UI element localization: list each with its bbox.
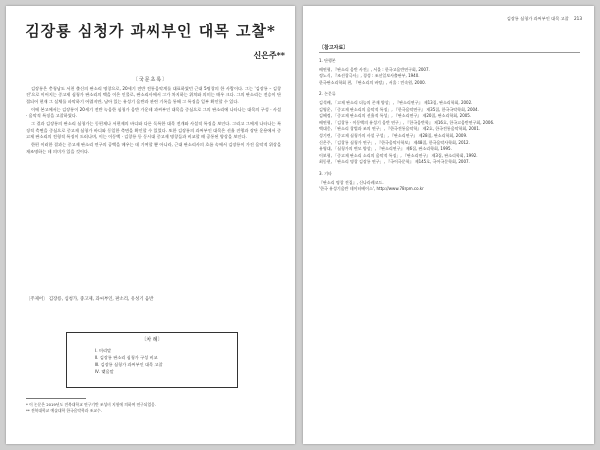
abstract-paragraph: 김장룡은 충청남도 서천 출신의 판소리 명창으로, 20세기 전반 전통음악계를 대표하였던 근대 5명창의 한 사람이다. 그는 '김장룡 – 김창진'으로 이어지는 중고제 심청가 판소리의 맥을 이은 인물로, 판소리사에서 그가 차지하는 위치와 의미는 매우 크다. 그의 판소리는 전승이 단절되어 현재 그 실체를 파악하기 어렵지만, 남아 있는 유성기 음반과 관련 기록을 통해 그 특징을 일부 확인할 수 있다.: [26, 86, 281, 104]
abstract: [26, 86, 281, 157]
abstract-heading: 〔국문초록〕: [132, 77, 169, 83]
author-name: 신은주**: [253, 50, 285, 60]
toc-item: Ⅰ. 머리말: [95, 348, 112, 353]
references: [319, 58, 582, 198]
ref-group-title: 1. 단행본: [319, 58, 336, 63]
abstract-paragraph: 그 결과 김장룡의 판소리 심청가는 동편제나 서편제의 바디와 다른 독특한 대목 전개와 사설적 특징을 보인다. 그리고 그에게 나타나는 특징적 측면을 중심으로 중고제 심청가 바디와 동일한 측면을 확인할 수 있었다. 또한 김장룡의 과씨부인 대목은 선율 진행과 장단 운용에서 중고제 판소리의 전형적 특징이 드러나며, 이는 이동백 · 김창룡 등 동시대 중고제 명창들과 비교할 때 공통된 양상을 보인다.: [26, 121, 281, 140]
references-divider: [319, 52, 580, 53]
reference-entry: '한국 유성기음반 데이터베이스', http://www.78rpm.co.kr: [319, 186, 424, 192]
ref-group: [319, 171, 582, 193]
abstract-paragraph: 한편 이러한 결과는 중고제 판소리 연구의 공백을 메우는 데 기여할 뿐 아니라, 근대 판소리사의 흐름 속에서 김장룡이 가진 음악적 위상을 재조명하는 데 의미가 있을 것이다.: [26, 142, 281, 154]
footnotes: [26, 402, 281, 414]
reference-entry: 최동현, 「판소리 명창 김장룡 연구」, 『국어국문학』 제145호, 국어국문학회, 2007.: [319, 159, 470, 165]
reference-entry: 성기련, 「중고제 심청가의 사설 구성」, 『판소리연구』 제28집, 판소리학회, 2009.: [319, 132, 468, 138]
reference-entry: 배연형, 「김창룡 · 이동백의 유성기 음반 연구」, 『한국음반학』 제16호, 한국고음반연구회, 2006.: [319, 119, 495, 125]
running-head: [507, 16, 582, 22]
reference-entry: 백대웅, 「판소리 창법과 조의 연구」, 『한국전통음악학』 제2호, 한국전통음악학회, 2001.: [319, 126, 481, 132]
page-number: 213: [574, 16, 582, 21]
ref-group: [319, 58, 582, 86]
toc-title: 〔차 례〕: [141, 337, 163, 343]
keywords-label: 〔주제어〕: [26, 297, 48, 302]
ref-group-title: 3. 기타: [319, 170, 332, 176]
footnote: * 이 논문은 2019년도 전북대학교 연구기반 조성비 지원에 의하여 연구되었음.: [26, 402, 156, 407]
toc-list: [95, 347, 237, 375]
reference-entry: 이보형, 「중고제 판소리 소리의 음악적 특징」, 『판소리연구』 제3집, 판소리학회, 1992.: [319, 152, 478, 158]
table-of-contents: [66, 332, 238, 388]
reference-entry: 김혜정, 「중고제 판소리의 선율적 특성」, 『판소리연구』 제20집, 판소리학회, 2005.: [319, 113, 472, 119]
keywords-text: 김장룡, 심청가, 중고제, 과씨부인, 판소리, 유성기 음반: [48, 297, 154, 302]
reference-entry: 신은주, 「김창룡 심청가 연구」, 『한국음악사학보』 제48집, 한국음악사학회, 2012.: [319, 139, 470, 145]
footnote-divider: [26, 398, 86, 399]
reference-entry: 정노식, 『조선창극사』, 경성 : 조선일보사출판부, 1940.: [319, 73, 420, 79]
ref-group: [319, 91, 582, 166]
toc-item: Ⅲ. 김장룡 심청가 과씨부인 대목 고찰: [95, 362, 163, 367]
toc-item: Ⅳ. 맺음말: [95, 369, 114, 374]
article-title: 김장룡 심청가 과씨부인 대목 고찰*: [25, 22, 276, 40]
reference-entry: 『판소리 명창 전집』, 신나라레코드.: [319, 179, 384, 185]
right-page: [303, 6, 594, 444]
reference-entry: 김영운, 「중고제 판소리의 음악적 특징」, 『한국음악연구』 제35집, 한국국악학회, 2004.: [319, 106, 479, 112]
toc-item: Ⅱ. 김장룡 판소리 심청가 구성 비교: [95, 355, 158, 360]
left-page: [6, 6, 295, 444]
references-heading: 〔참고자료〕: [319, 45, 349, 51]
ref-group-title: 2. 논문류: [319, 91, 336, 97]
running-head-title: 김장룡 심청가 과씨부인 대목 고찰: [506, 16, 569, 21]
reference-entry: 배연형, 『판소리 음반 사전』, 서울 : 한국고음반연구회, 2007.: [319, 66, 430, 72]
footnote: ** 전북대학교 예술대학 한국음악학과 조교수.: [26, 408, 102, 413]
abstract-paragraph: 이에 본고에서는 김장룡이 20세기 전반 녹음한 심청가 음반 가운데 과씨부인 대목을 중심으로 그의 판소리에 나타나는 대목의 구성 · 사설 · 음악적 특징을 고찰하였다.: [26, 106, 281, 119]
reference-entry: 김석배, 「고제 판소리 더늠의 존재 양상」, 『판소리연구』 제13집, 판소리학회, 2002.: [319, 99, 473, 105]
reference-entry: 한국판소리학회 편, 『판소리의 바탕』, 서울 : 민속원, 2000.: [319, 79, 426, 85]
reference-entry: 유영대, 「심청가의 변모 양상」, 『판소리연구』 제6집, 판소리학회, 1995.: [319, 146, 452, 152]
keywords: [26, 296, 281, 302]
